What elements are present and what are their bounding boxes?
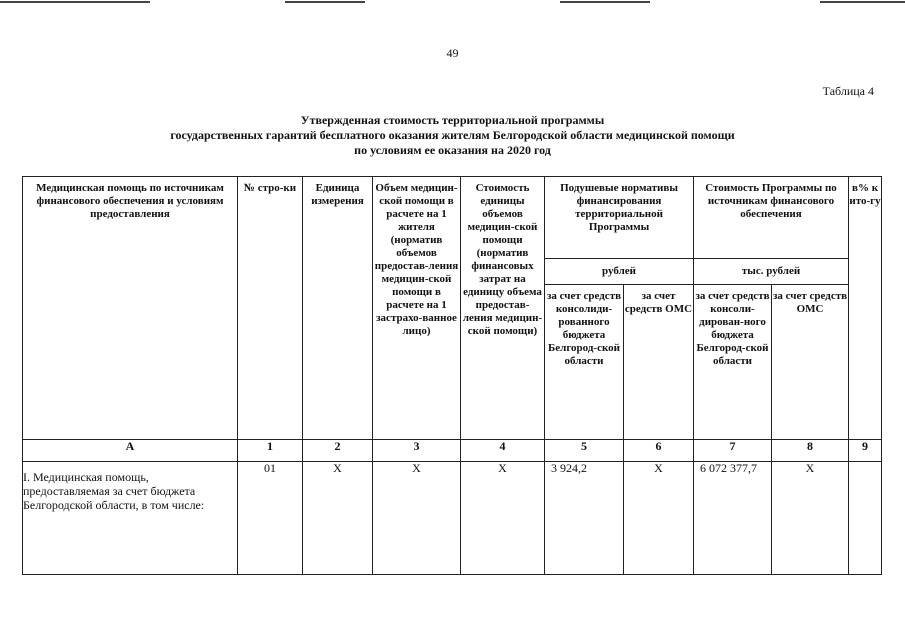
title-line-1: Утвержденная стоимость территориальной программы — [300, 113, 605, 127]
row-budget-per-capita: 3 924,2 — [545, 462, 624, 575]
header-group-per-capita: Подушевые нормативы финансирования территориальной Программы — [545, 177, 694, 259]
page-number: 49 — [446, 46, 459, 60]
header-col-7: за счет средств консоли-дирован-ного бюджета Белгород-ской области — [694, 285, 772, 440]
column-index-row — [23, 440, 882, 462]
program-cost-table — [22, 176, 882, 575]
row-percent — [849, 462, 882, 575]
header-group-program-cost: Стоимость Программы по источникам финансового обеспечения — [694, 177, 849, 259]
header-col-4: Стоимость единицы объемов медицин-ской помощи (норматив финансовых затрат на единицу объема предостав-ления медицин-ской помощи) — [461, 177, 545, 440]
header-col-a: Медицинская помощь по источникам финансового обеспечения и условиям предоставления — [23, 177, 238, 440]
header-col-9: в% к ито-гу — [849, 177, 882, 440]
index-cell: 1 — [238, 440, 303, 462]
row-oms-per-capita: X — [624, 462, 694, 575]
row-line-number: 01 — [238, 462, 303, 575]
scan-top-edge-rule — [285, 1, 365, 3]
index-cell: 6 — [624, 440, 694, 462]
document-title — [0, 113, 905, 158]
row-description: I. Медицинская помощь, предоставляемая за счет бюджета Белгородской области, в том числе: — [23, 462, 238, 575]
index-cell: 4 — [461, 440, 545, 462]
header-unit-thousand-rubles: тыс. рублей — [694, 259, 849, 285]
index-cell: 3 — [373, 440, 461, 462]
index-cell: 8 — [772, 440, 849, 462]
title-line-3: по условиям ее оказания на 2020 год — [354, 143, 551, 157]
scan-top-edge-rule — [560, 1, 650, 3]
row-unit-cost: X — [461, 462, 545, 575]
table-label: Таблица 4 — [822, 84, 874, 98]
index-cell: А — [23, 440, 238, 462]
header-col-6: за счет средств ОМС — [624, 285, 694, 440]
row-volume: X — [373, 462, 461, 575]
index-cell: 2 — [303, 440, 373, 462]
header-col-3: Объем медицин-ской помощи в расчете на 1 жителя (норматив объемов предостав-ления медицин-ской помощи в расчете на 1 застрахо-ванное лицо) — [373, 177, 461, 440]
table-row — [23, 462, 882, 575]
index-cell: 7 — [694, 440, 772, 462]
index-cell: 5 — [545, 440, 624, 462]
header-col-8: за счет средств ОМС — [772, 285, 849, 440]
row-budget-total: 6 072 377,7 — [694, 462, 772, 575]
header-unit-rubles: рублей — [545, 259, 694, 285]
header-col-5: за счет средств консолиди-рованного бюджета Белгород-ской области — [545, 285, 624, 440]
index-cell: 9 — [849, 440, 882, 462]
header-col-2: Единица измерения — [303, 177, 373, 440]
row-oms-total: X — [772, 462, 849, 575]
title-line-2: государственных гарантий бесплатного оказания жителям Белгородской области медицинской помощи — [170, 128, 735, 142]
scan-top-edge-rule — [820, 1, 905, 3]
scan-top-edge-rule — [0, 1, 150, 3]
header-row-groups — [23, 177, 882, 259]
row-unit: X — [303, 462, 373, 575]
header-col-1: № стро-ки — [238, 177, 303, 440]
